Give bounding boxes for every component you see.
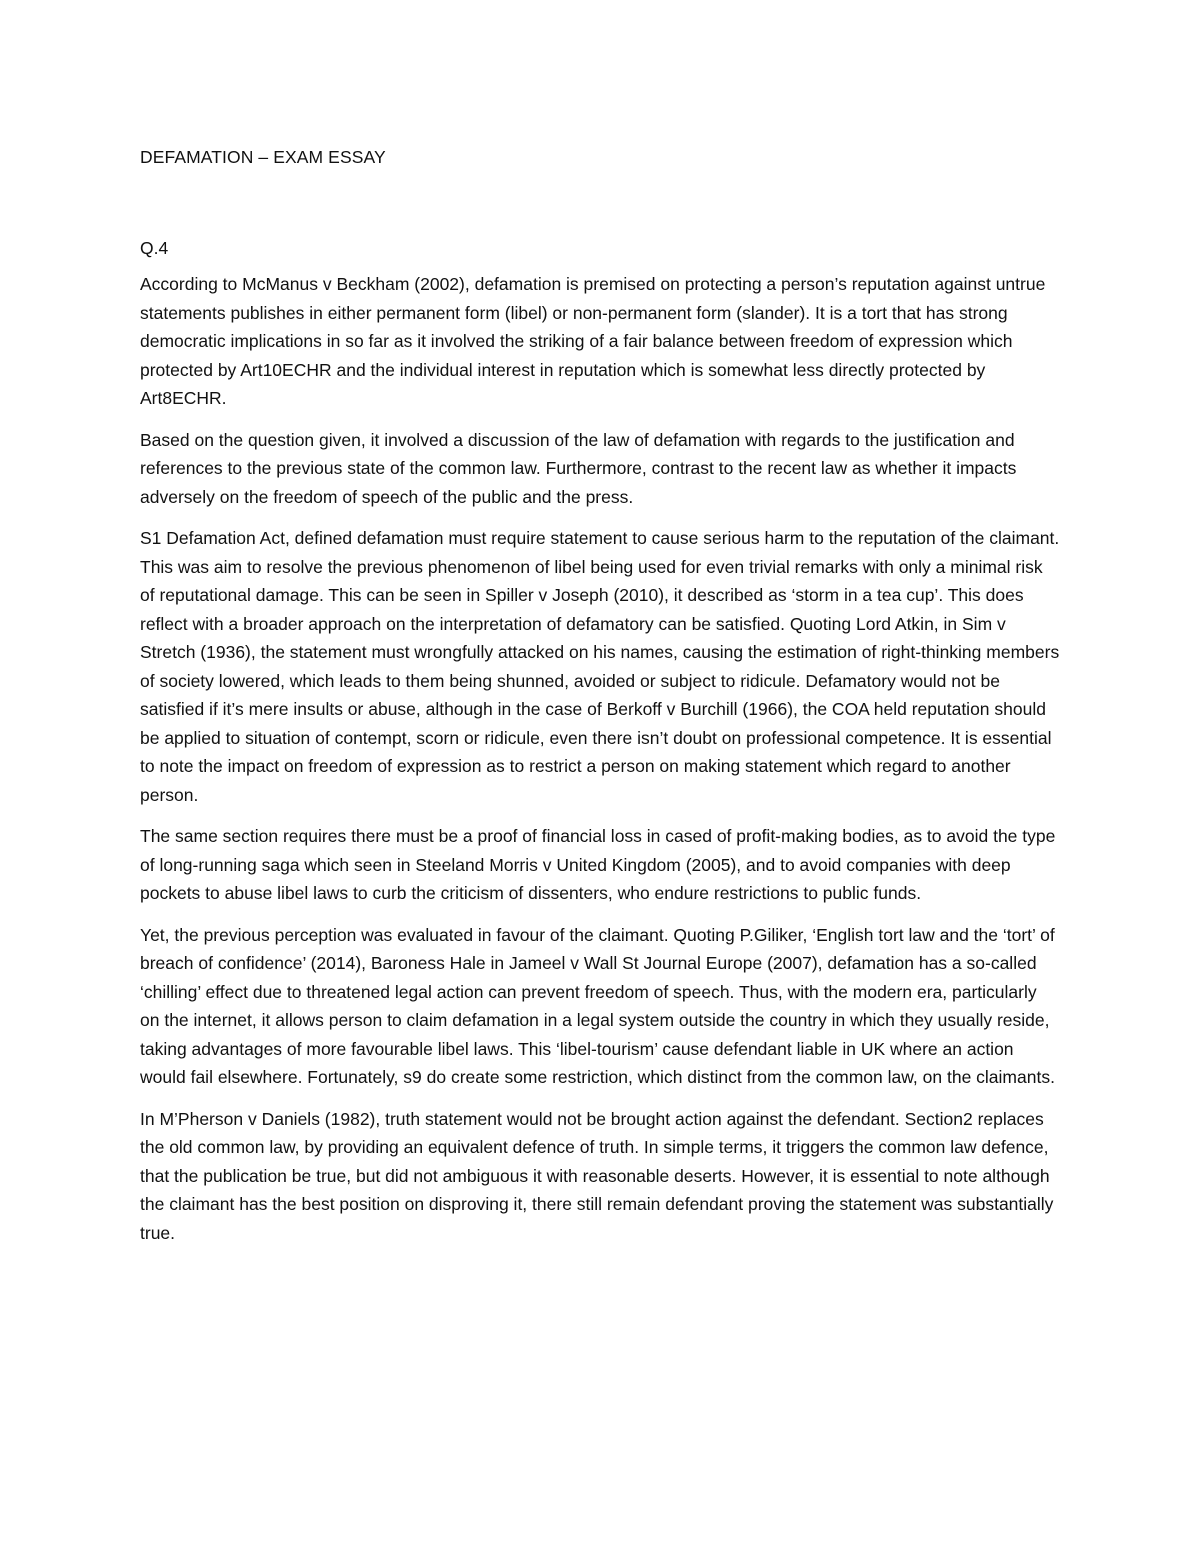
document-body — [140, 143, 1060, 1247]
paragraph-chilling-effect: Yet, the previous perception was evaluated in favour of the claimant. Quoting P.Giliker, ‘English tort law and the ‘tort’ of breach of confidence’ (2014), Baroness Hale in Jameel v Wall St Journal Europe (2007), defamation has a so-called ‘chilling’ effect due to threatened legal action can prevent freedom of speech. Thus, with the modern era, particularly on the internet, it allows person to claim defamation in a legal system outside the country in which they usually reside, taking advantages of more favourable libel laws. This ‘libel-tourism’ cause defendant liable in UK where an action would fail elsewhere. Fortunately, s9 do create some restriction, which distinct from the common law, on the claimants. — [140, 924, 1055, 1087]
question-number: Q.4 — [140, 237, 169, 258]
paragraph-question-overview: Based on the question given, it involved a discussion of the law of defamation with regards to the justification and references to the previous state of the common law. Furthermore, contrast to the recent law as whether it impacts adversely on the freedom of speech of the public and the press. — [140, 429, 1017, 507]
paragraph-introduction: According to McManus v Beckham (2002), defamation is premised on protecting a person’s reputation against untrue statements publishes in either permanent form (libel) or non-permanent form (slander). It is a tort that has strong democratic implications in so far as it involved the striking of a fair balance between freedom of expression which protected by Art10ECHR and the individual interest in reputation which is somewhat less directly protected by Art8ECHR. — [140, 274, 1046, 408]
document-title: DEFAMATION – EXAM ESSAY — [140, 147, 386, 167]
paragraph-financial-loss: The same section requires there must be a proof of financial loss in cased of profit-making bodies, as to avoid the type of long-running saga which seen in Steeland Morris v United Kingdom (2005), and to avoid companies with deep pockets to abuse libel laws to curb the criticism of dissenters, who endure restrictions to public funds. — [140, 826, 1056, 903]
paragraph-serious-harm: S1 Defamation Act, defined defamation must require statement to cause serious harm to the reputation of the claimant. This was aim to resolve the previous phenomenon of libel being used for even trivial remarks with only a minimal risk of reputational damage. This can be seen in Spiller v Joseph (2010), it described as ‘storm in a tea cup’. This does reflect with a broader approach on the interpretation of defamatory can be satisfied. Quoting Lord Atkin, in Sim v Stretch (1936), the statement must wrongfully attacked on his names, causing the estimation of right-thinking members of society lowered, which leads to them being shunned, avoided or subject to ridicule. Defamatory would not be satisfied if it’s mere insults or abuse, although in the case of Berkoff v Burchill (1966), the COA held reputation should be applied to situation of contempt, scorn or ridicule, even there isn’t doubt on professional competence. It is essential to note the impact on freedom of expression as to restrict a person on making statement which regard to another person. — [140, 528, 1060, 805]
paragraph-truth-defence: In M’Pherson v Daniels (1982), truth statement would not be brought action against the defendant. Section2 replaces the old common law, by providing an equivalent defence of truth. In simple terms, it triggers the common law defence, that the publication be true, but did not ambiguous it with reasonable deserts. However, it is essential to note although the claimant has the best position on disproving it, there still remain defendant proving the statement was substantially true. — [140, 1108, 1054, 1243]
